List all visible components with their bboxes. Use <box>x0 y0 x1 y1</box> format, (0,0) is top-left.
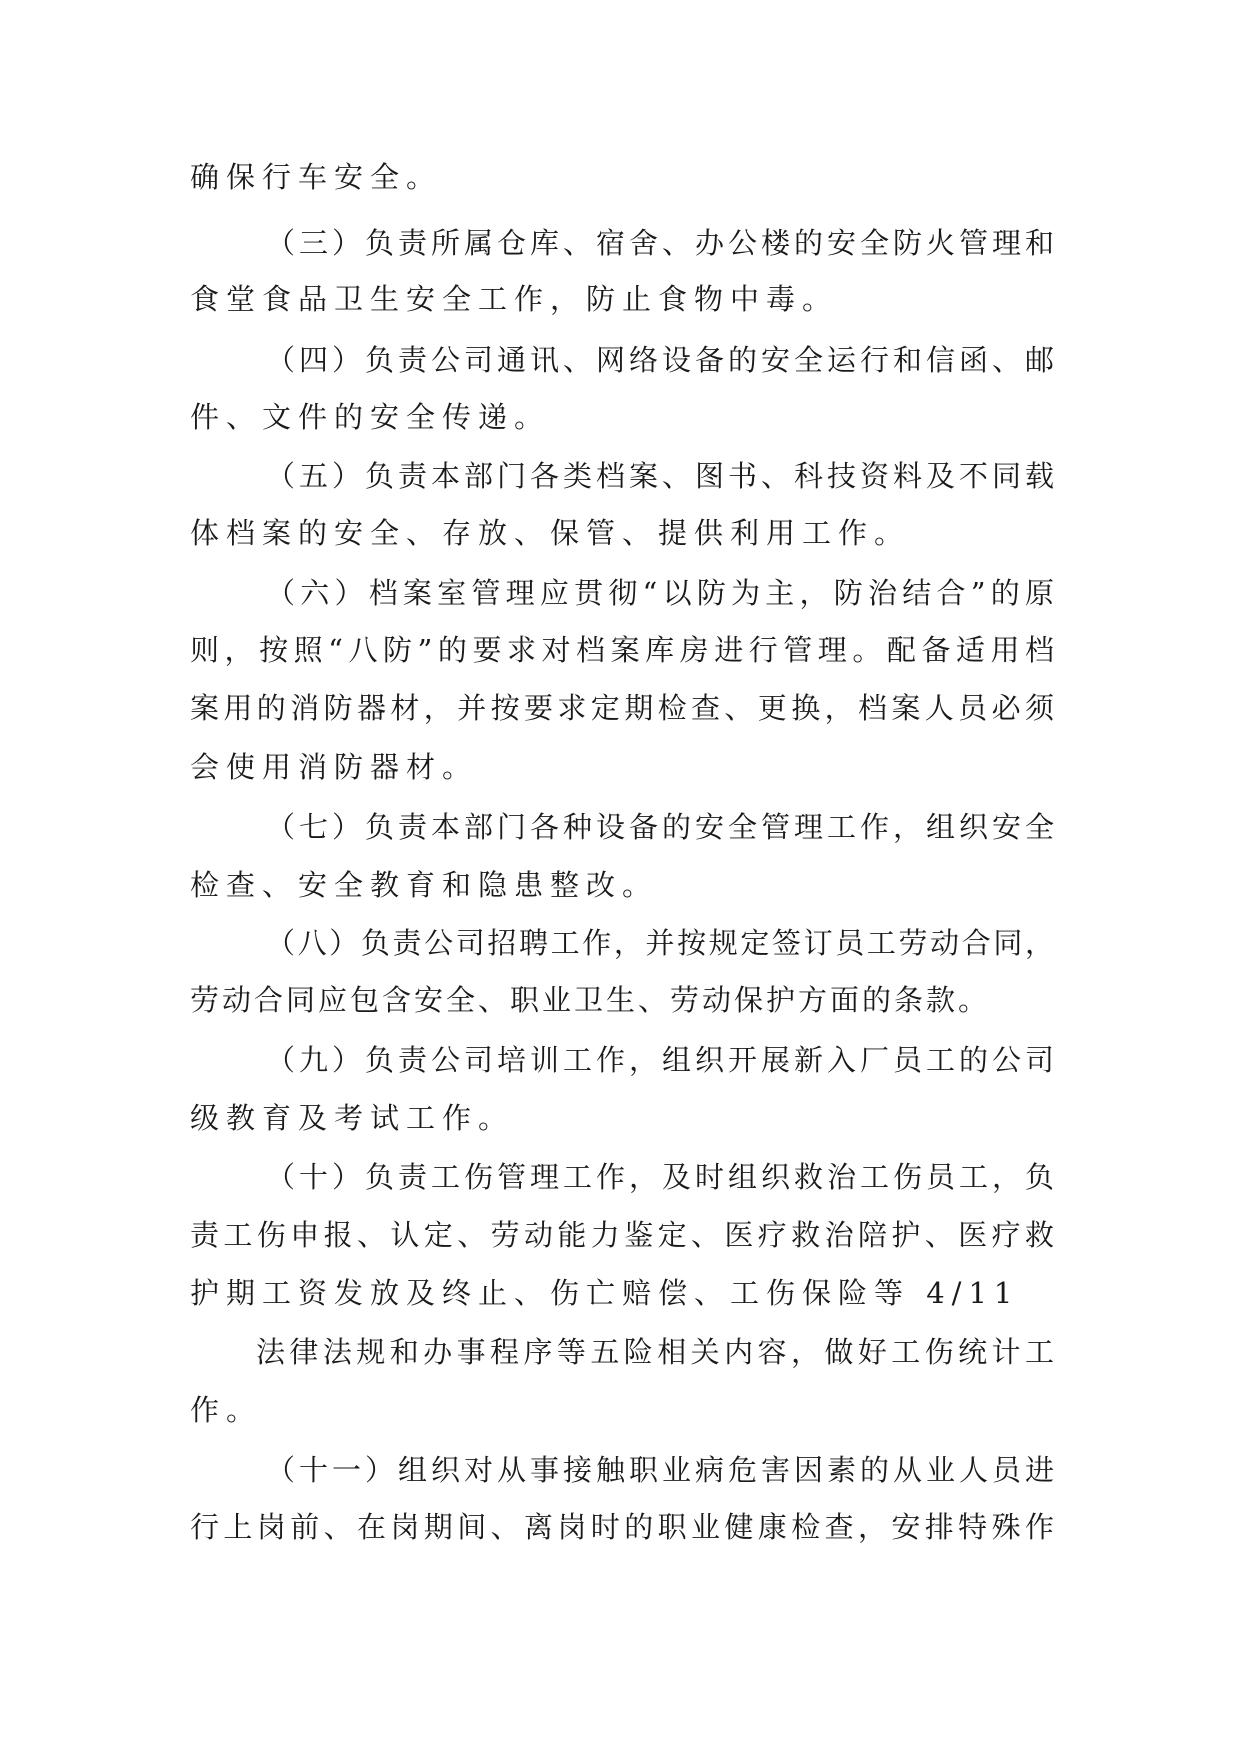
text-line-21: 法律法规和办事程序等五险相关内容，做好工伤统计工 <box>256 1335 1054 1369</box>
text-line-6: （五）负责本部门各类档案、图书、科技资料及不同载 <box>266 459 1054 493</box>
text-line-20: 护期工资发放及终止、伤亡赔偿、工伤保险等 4/11 <box>190 1276 1020 1310</box>
text-line-12: （七）负责本部门各种设备的安全管理工作，组织安全 <box>266 810 1054 844</box>
text-line-23: （十一）组织对从事接触职业病危害因素的从业人员进 <box>266 1453 1054 1487</box>
text-line-8: （六）档案室管理应贯彻“以防为主，防治结合”的原 <box>266 576 1054 610</box>
text-line-7: 体档案的安全、存放、保管、提供利用工作。 <box>190 516 911 550</box>
text-line-15: 劳动合同应包含安全、职业卫生、劳动保护方面的条款。 <box>190 983 991 1017</box>
text-line-11: 会使用消防器材。 <box>190 750 479 784</box>
text-line-16: （九）负责公司培训工作，组织开展新入厂员工的公司 <box>266 1043 1054 1077</box>
text-line-2: （三）负责所属仓库、宿舍、办公楼的安全防火管理和 <box>266 226 1054 260</box>
text-line-13: 检查、安全教育和隐患整改。 <box>190 868 659 902</box>
text-line-18: （十）负责工伤管理工作，及时组织救治工伤员工，负 <box>266 1160 1054 1194</box>
text-line-24: 行上岗前、在岗期间、离岗时的职业健康检查，安排特殊作 <box>190 1510 1054 1544</box>
text-line-3: 食堂食品卫生安全工作，防止食物中毒。 <box>190 282 839 316</box>
text-line-5: 件、文件的安全传递。 <box>190 400 551 434</box>
text-line-22: 作。 <box>190 1393 263 1427</box>
text-line-17: 级教育及考试工作。 <box>190 1101 515 1135</box>
text-line-19: 责工伤申报、认定、劳动能力鉴定、医疗救治陪护、医疗救 <box>190 1218 1054 1252</box>
text-line-1: 确保行车安全。 <box>190 160 443 194</box>
text-line-4: （四）负责公司通讯、网络设备的安全运行和信函、邮 <box>266 343 1054 377</box>
text-line-10: 案用的消防器材，并按要求定期检查、更换，档案人员必须 <box>190 691 1054 725</box>
text-line-14: （八）负责公司招聘工作，并按规定签订员工劳动合同， <box>266 926 1054 960</box>
text-line-9: 则，按照“八防”的要求对档案库房进行管理。配备适用档 <box>190 633 1054 667</box>
